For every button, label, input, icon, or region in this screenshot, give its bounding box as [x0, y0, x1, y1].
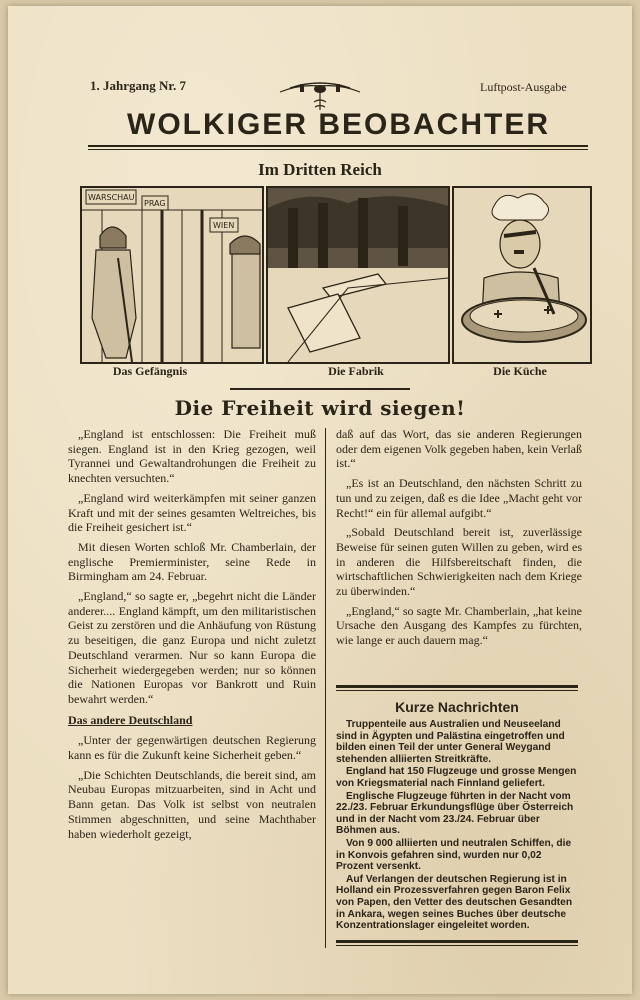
caption-prison: Das Gefängnis: [112, 364, 188, 378]
edition-label: Luftpost-Ausgabe: [480, 80, 567, 94]
news-rule-top: [336, 685, 578, 688]
paragraph: Mit diesen Worten schloß Mr. Chamberlain, der englische Premierminister, seine Rede in Birmingham am 24. Februar.: [68, 539, 316, 584]
caption-kitchen: Die Küche: [493, 364, 547, 378]
masthead-title: WOLKIGER BEOBACHTER: [127, 108, 550, 141]
article-column-right: [336, 427, 582, 653]
news-item: Von 9 000 alliierten und neutralen Schiffen, die in Konvois gefahren sind, wurden nur 0,02 Prozent versenkt.: [336, 837, 572, 873]
news-title: Kurze Nachrichten: [395, 699, 519, 715]
paragraph: „England,“ so sagte Mr. Chamberlain, „hat keine Ursache den Ausgang des Kampfes zu fürchten, wie lange er auch dauern mag.“: [336, 603, 582, 648]
news-item: Englische Flugzeuge führten in der Nacht vom 22./23. Februar Erkundungsflüge über Österreich und in der Nacht vom 23./24. Februar über Böhmen aus.: [336, 790, 574, 837]
article-headline: Die Freiheit wird siegen!: [174, 396, 466, 420]
kitchen-illustration: [454, 188, 590, 362]
paragraph: „Die Schichten Deutschlands, die bereit sind, am Neubau Europas mitzuarbeiten, sind in Acht und Bann getan. Das Volk ist selbst von neutralen Stimmen abgeschnitten, und seine Machthaber haben wiederholt gezeigt,: [68, 767, 316, 841]
article-column-left: [68, 427, 316, 846]
column-divider: [325, 428, 326, 948]
caption-factory: Die Fabrik: [328, 364, 384, 378]
paragraph: „England wird weiterkämpfen mit seiner ganzen Kraft und mit der seines gesamten Weltreiches, bis die Freiheit gesichert ist.“: [68, 490, 316, 535]
paragraph: „Sobald Deutschland bereit ist, zuverlässige Beweise für seinen guten Willen zu geben, wird es in anderen die Hilfsbereitschaft finden, die wirtschaftlichen Schwierigkeiten nach dem Kriege zu überwinden.“: [336, 525, 582, 599]
news-box: [336, 685, 578, 933]
paragraph: „England,“ so sagte er, „begehrt nicht die Länder anderer.... England kämpft, um den militaristischen Geist zu zerstören und die Anhäufung von Rüstung zu beseitigen, die ganz Europa und nicht zuletzt Deutschland verarmen. Nur so kann Europa die Sicherheit wiedergegeben werden; nur so können die Nationen Europas vor Bankrott und Ruin bewahrt werden.“: [68, 589, 316, 706]
issue-number: 1. Jahrgang Nr. 7: [90, 78, 186, 93]
news-item: Truppenteile aus Australien und Neuseeland sind in Ägypten und Palästina eingetroffen und bilden einen Teil der unter General Weygand stehenden alliierten Streitkräfte.: [336, 719, 565, 765]
subheading: Das andere Deutschland: [68, 712, 193, 727]
news-item: England hat 150 Flugzeuge und grosse Mengen von Kriegsmaterial nach Finnland geliefert.: [336, 766, 577, 789]
paragraph: „England ist entschlossen: Die Freiheit muß siegen. England ist in den Krieg gezogen, weil Tyrannei und Gewaltandrohungen die Freiheit zu knechten versuchten.“: [68, 427, 316, 486]
news-items: [336, 719, 578, 932]
news-item: Auf Verlangen der deutschen Regierung ist in Holland ein Prozessverfahren gegen Baron Felix von Papen, den Vetter des deutschen Gesandten in Ankara, wegen seines Buches über deutsche Konzentrationslager eingeleitet worden.: [336, 873, 573, 932]
headline-rule: [230, 388, 410, 390]
cell-label-prag: PRAG: [144, 199, 166, 208]
paragraph: „Unter der gegenwärtigen deutschen Regierung kann es für die Zukunft keine Sicherheit geben.“: [68, 733, 316, 763]
news-rule-bottom: [336, 940, 578, 943]
masthead-rule: [88, 145, 588, 147]
paragraph: „Es ist an Deutschland, den nächsten Schritt zu tun und zu zeigen, daß es die Idee „Macht geht vor Recht!“ ein für allemal aufgibt.“: [336, 476, 582, 520]
news-rule-top-thin: [336, 690, 578, 691]
cell-label-warschau: WARSCHAU: [88, 193, 135, 202]
cartoon-panel-factory: [266, 186, 450, 364]
news-rule-bottom-thin: [336, 945, 578, 946]
cartoon-panel-prison: [80, 186, 264, 364]
prison-illustration: [82, 188, 262, 362]
cartoon-title: Im Dritten Reich: [258, 160, 382, 179]
paragraph: daß auf das Wort, das sie anderen Regierungen oder dem eigenen Volk gegeben haben, kein Verlaß ist.“: [336, 427, 582, 471]
masthead-rule-thin: [88, 149, 588, 150]
cell-label-wien: WIEN: [213, 221, 235, 230]
cartoon-panel-kitchen: [452, 186, 592, 364]
factory-illustration: [268, 188, 448, 362]
